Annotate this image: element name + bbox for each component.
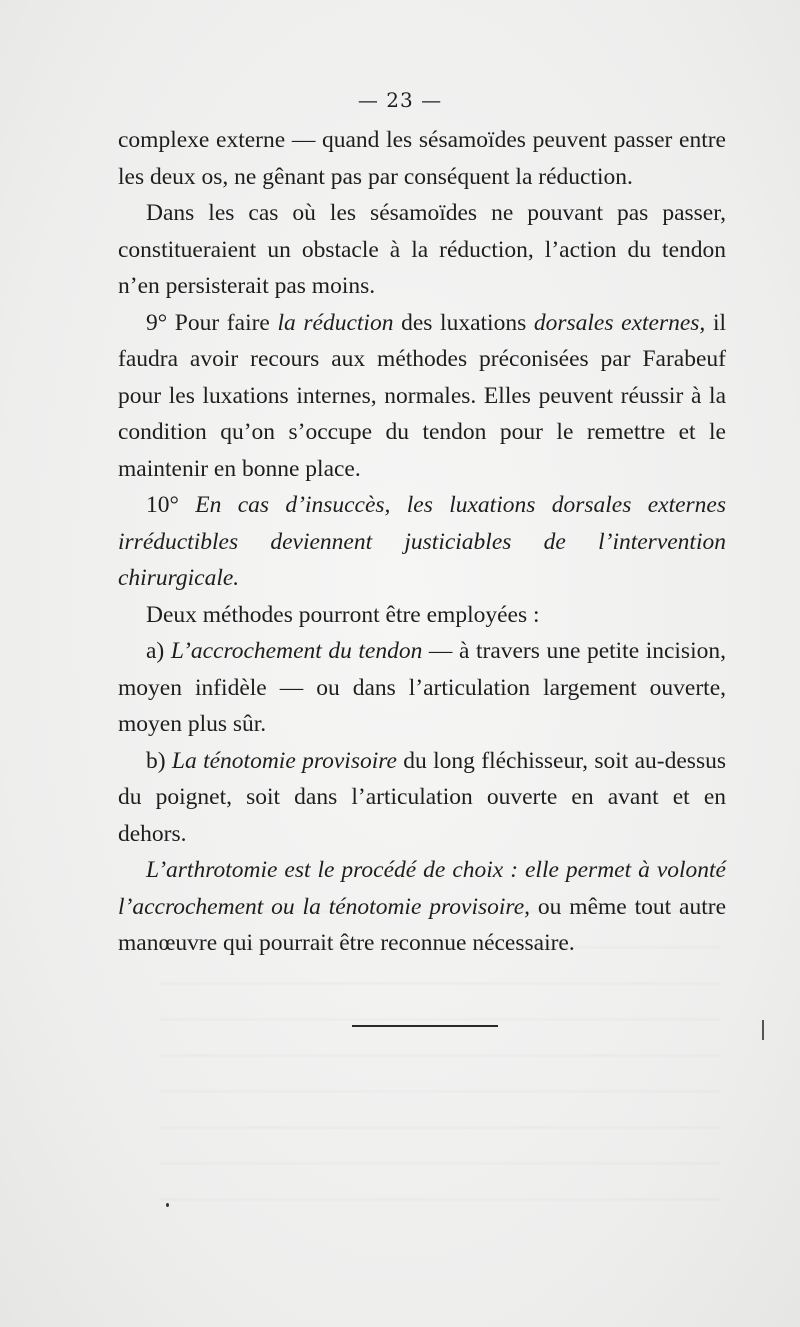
- point-9-mid: des luxations: [393, 309, 534, 336]
- paragraph-continuation: complexe externe — quand les sésamoïdes peuvent passer entre les deux os, ne gênant pas par conséquent la réduction.: [118, 127, 726, 190]
- italic-dorsales-externes: dorsales externes,: [533, 309, 706, 336]
- page-number: — 23 —: [357, 88, 443, 112]
- paragraph-deux-methodes: Deux méthodes pourront être employées :: [146, 601, 540, 628]
- paragraph-arthrotomie: [118, 852, 726, 962]
- point-10-lead: 10°: [146, 492, 196, 518]
- paragraph-method-a: [118, 633, 726, 743]
- method-a-title: L’accrochement du tendon: [170, 638, 423, 664]
- paragraph-point-10: [118, 487, 726, 597]
- arthrotomie-italic: L’arthrotomie est le procédé de choix : elle permet à volonté l’accrochement ou la ténotomie provisoire,: [118, 857, 726, 920]
- italic-la-reduction: la réduction: [277, 309, 394, 336]
- method-a-text: — à travers une petite incision, moyen infidèle — ou dans l’articulation largement ouverte, moyen plus sûr.: [118, 638, 726, 737]
- section-divider-rule: [352, 1025, 498, 1027]
- method-b-text: du long fléchisseur, soit au-dessus du poignet, soit dans l’articulation ouverte en avant et en dehors.: [118, 747, 726, 847]
- point-10-italic: En cas d’insuccès, les luxations dorsales externes irréductibles deviennent justiciables de l’intervention chirurgicale.: [118, 492, 726, 591]
- method-b-title: La ténotomie provisoire: [171, 747, 397, 774]
- ink-speck: [166, 1203, 169, 1207]
- method-b-marker: b): [146, 747, 172, 774]
- body-text: [118, 122, 726, 962]
- arthrotomie-rest: ou même tout autre manœuvre qui pourrait être reconnue nécessaire.: [118, 893, 726, 956]
- edge-mark: [762, 1020, 764, 1040]
- paragraph-point-9: [118, 305, 726, 488]
- paragraph-method-b: [118, 743, 726, 853]
- point-9-lead: 9° Pour faire: [146, 309, 278, 336]
- paragraph-sesamoides: Dans les cas où les sésamoïdes ne pouvant pas passer, constitueraient un obstacle à la réduction, l’action du tendon n’en persisterait pas moins.: [118, 200, 726, 299]
- method-a-marker: a): [146, 638, 171, 664]
- point-9-rest: il faudra avoir recours aux méthodes préconisées par Farabeuf pour les luxations internes, normales. Elles peuvent réussir à la condition qu’on s’occupe du tendon pour le remettre et le maintenir en bonne place.: [118, 309, 727, 482]
